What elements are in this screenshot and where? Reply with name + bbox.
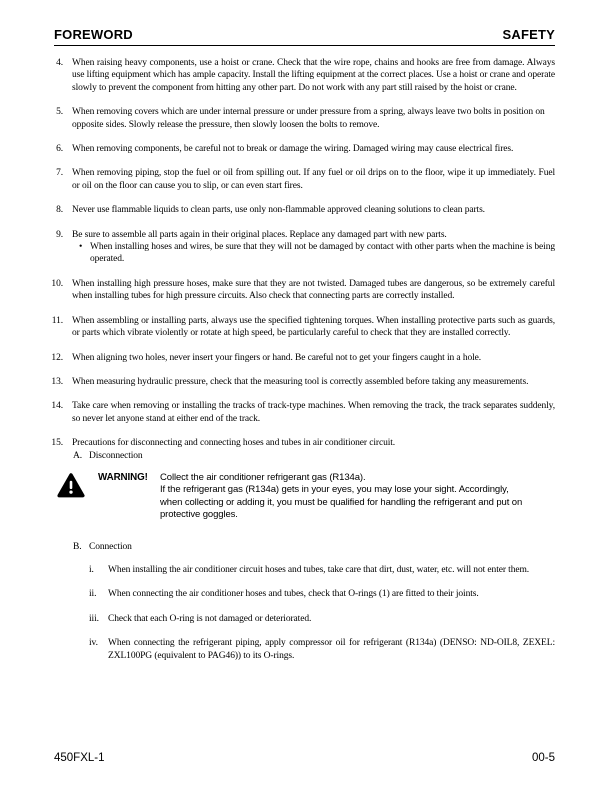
roman-item-text: When installing the air conditioner circuit hoses and tubes, take care that dirt, dust, water, etc. will not enter them.	[108, 564, 530, 575]
item-number: 7.	[56, 168, 63, 179]
list-item	[54, 167, 555, 192]
item-text: Never use flammable liquids to clean parts, use only non-flammable approved cleaning solutions to clean parts.	[72, 205, 485, 216]
item-number: 10.	[51, 278, 63, 289]
warning-line: Collect the air conditioner refrigerant gas (R134a).	[160, 471, 366, 483]
header-chapter-title: SAFETY	[502, 27, 555, 42]
list-item	[51, 437, 555, 462]
item-text: When assembling or installing parts, always use the specified tightening torques. When installing protective parts such as guards, or parts which vibrate violently or rotate at high speed, be particularly careful to check that they are installed correctly.	[72, 315, 555, 339]
list-item	[51, 400, 555, 425]
list-item	[54, 204, 555, 216]
item-text: When removing components, be careful not to break or damage the wiring. Damaged wiring may cause electrical fires.	[72, 144, 514, 155]
list-item	[51, 376, 555, 388]
item-text: When installing high pressure hoses, make sure that they are not twisted. Damaged tubes are dangerous, so be extremely careful when installing tubes for high pressure circuits. Also check that connecting parts are correctly installed.	[72, 278, 555, 302]
sub-section-letter: A.	[73, 450, 83, 461]
sub-bullet-item	[72, 241, 555, 266]
item-number: 4.	[56, 58, 63, 68]
item-number: 12.	[51, 352, 63, 363]
footer-model-code: 450FXL-1	[54, 752, 105, 764]
roman-list-item	[54, 564, 555, 576]
item-text: Take care when removing or installing the tracks of track-type machines. When removing the track, the track separates suddenly, so never let anyone stand at either end of the track.	[72, 401, 555, 424]
warning-label: WARNING!	[98, 471, 148, 483]
item-text: When measuring hydraulic pressure, check that the measuring tool is correctly assembled before taking any measurements.	[72, 376, 529, 387]
sub-section-connection	[54, 541, 555, 553]
page-footer	[54, 752, 555, 764]
item-text: Be sure to assemble all parts again in their original places. Replace any damaged part with new parts.	[72, 229, 447, 240]
item-number: 6.	[56, 144, 63, 155]
roman-number: iii.	[89, 613, 99, 624]
header-section-title: FOREWORD	[54, 27, 133, 42]
list-item	[51, 278, 555, 303]
item-number: 14.	[51, 401, 63, 412]
item-text: When raising heavy components, use a hoist or crane. Check that the wire rope, chains and hooks are free from damage. Always use lifting equipment which has ample capacity. Install the lifting equipment at the correct places. Use a hoist or crane and operate slowly to prevent the component from hitting any other part. Do not work with any part still raised by the hoist or crane.	[72, 58, 555, 93]
roman-list-item	[54, 613, 555, 625]
sub-section-letter: B.	[73, 541, 82, 552]
page-header	[54, 27, 555, 46]
item-text: When removing piping, stop the fuel or oil from spilling out. If any fuel or oil drips on to the floor, wipe it up immediately. Fuel or oil on the floor can cause you to slip, or can even start fires.	[72, 168, 555, 191]
list-item	[54, 106, 555, 131]
sub-section-title: Connection	[89, 541, 132, 552]
list-item	[54, 143, 555, 155]
sub-bullet-text: When installing hoses and wires, be sure that they will not be damaged by contact with other parts when the machine is being operated.	[90, 242, 555, 265]
item-number: 9.	[56, 229, 63, 240]
item-text: When removing covers which are under internal pressure or under pressure from a spring, always leave two bolts in position on opposite sides. Slowly release the pressure, then slowly loosen the bolts to remove.	[72, 107, 545, 130]
roman-number: ii.	[89, 589, 97, 600]
bullet-icon: •	[79, 242, 83, 253]
item-number: 8.	[56, 205, 63, 216]
item-text: Precautions for disconnecting and connecting hoses and tubes in air conditioner circuit.	[72, 438, 396, 449]
item-number: 15.	[51, 438, 63, 449]
warning-box	[57, 472, 555, 522]
item-number: 5.	[56, 107, 63, 118]
item-number: 13.	[51, 376, 63, 387]
roman-list-item	[54, 588, 555, 600]
warning-triangle-icon	[57, 472, 85, 499]
list-item	[54, 229, 555, 266]
list-item	[51, 315, 555, 340]
roman-number: iv.	[89, 638, 98, 649]
warning-line: If the refrigerant gas (R134a) gets in your eyes, you may lose your sight. Accordingly,	[160, 484, 509, 496]
warning-line: protective goggles.	[160, 509, 238, 521]
list-item	[51, 352, 555, 364]
roman-item-text: When connecting the refrigerant piping, apply compressor oil for refrigerant (R134a) (DENSO: ND-OIL8, ZEXEL: ZXL100PG (equivalent to PAG46)) to its O-rings.	[108, 638, 555, 661]
item-text: When aligning two holes, never insert your fingers or hand. Be careful not to get your fingers caught in a hole.	[72, 352, 482, 363]
sub-section-title: Disconnection	[89, 450, 143, 461]
safety-instructions-list	[51, 57, 555, 674]
roman-list-item	[54, 637, 555, 662]
roman-number: i.	[89, 564, 94, 575]
warning-line: when collecting or adding it, you must be qualified for handling the refrigerant and put on	[160, 496, 523, 508]
item-number: 11.	[51, 315, 63, 326]
list-item	[54, 57, 555, 94]
footer-page-number: 00-5	[531, 752, 555, 764]
warning-text	[160, 472, 522, 522]
sub-section-disconnection	[72, 450, 555, 462]
roman-item-text: Check that each O-ring is not damaged or deteriorated.	[108, 613, 312, 624]
roman-item-text: When connecting the air conditioner hoses and tubes, check that O-rings (1) are fitted to their joints.	[108, 589, 479, 600]
